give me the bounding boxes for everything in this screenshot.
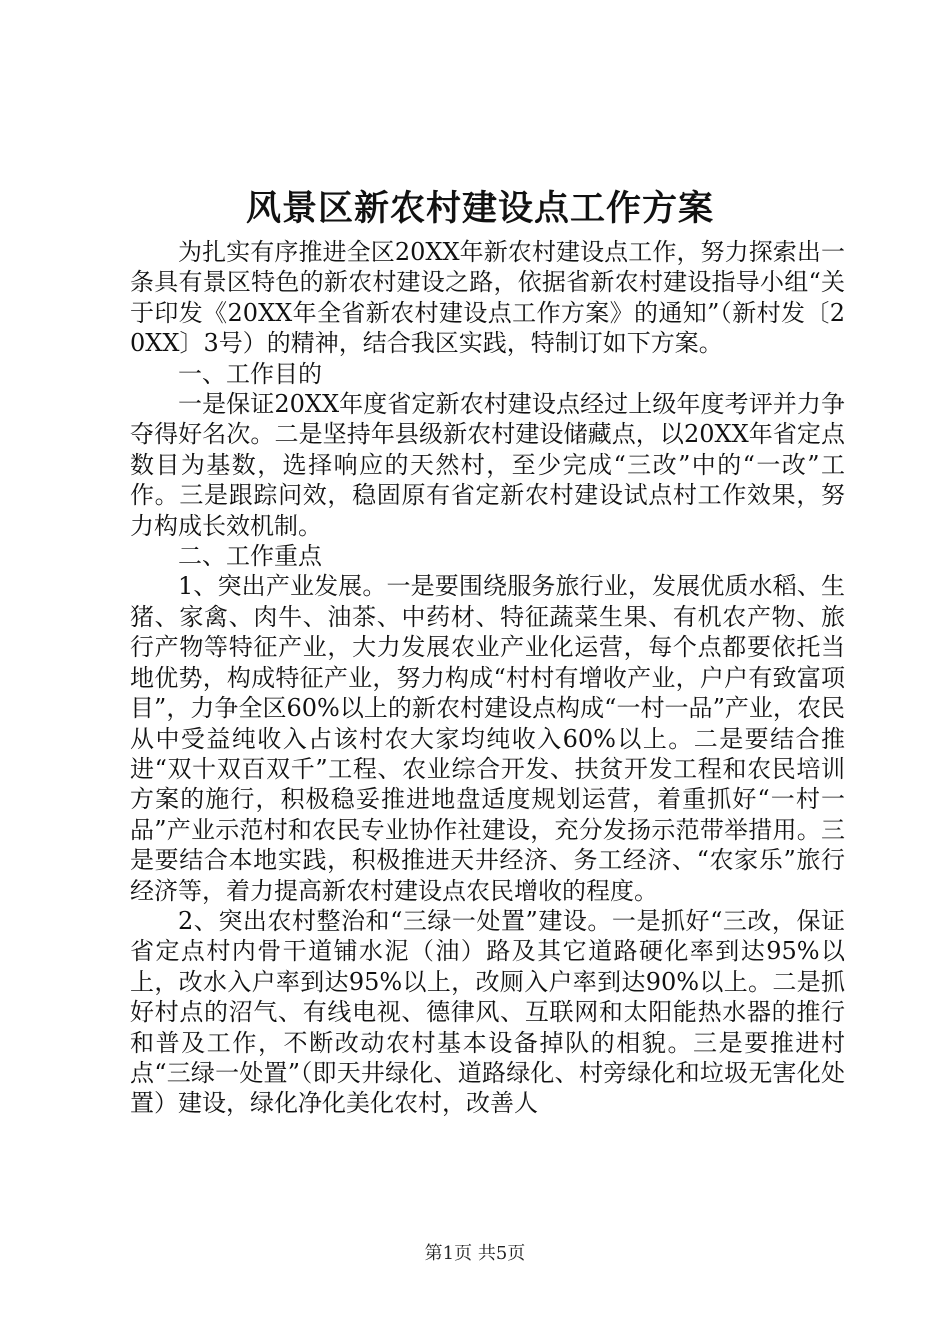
document-title: 风景区新农村建设点工作方案 [245,188,714,229]
industry-development-paragraph: 1、突出产业发展。一是要围绕服务旅行业，发展优质水稻、生猪、家禽、肉牛、油茶、中药材、特征蔬菜生果、有机农产物、旅行产物等特征产业，大力发展农业产业化运营，每个点都要依托当地优势，构成特征产业，努力构成“村村有增收产业，户户有致富项目”，力争全区60%以上的新农村建设点构成“一村一品”产业，农民从中受益纯收入占该村农大家均纯收入60%以上。二是要结合推进“双十双百双千”工程、农业综合开发、扶贫开发工程和农民培训方案的施行，积极稳妥推进地盘适度规划运营，着重抓好“一村一品”产业示范村和农民专业协作社建设，充分发扬示范带举措用。三是要结合本地实践，积极推进天井经济、务工经济、“农家乐”旅行经济等，着力提高新农村建设点农民增收的程度。 [130,572,845,905]
intro-paragraph: 为扎实有序推进全区20XX年新农村建设点工作，努力探索出一条具有景区特色的新农村建设之路，依据省新农村建设指导小组“关于印发《20XX年全省新农村建设点工作方案》的通知”（新村发〔20XX〕3号）的精神，结合我区实践，特制订如下方案。 [130,238,845,358]
section-heading-goals: 一、工作目的 [178,359,322,388]
rural-improvement-paragraph: 2、突出农村整治和“三绿一处置”建设。一是抓好“三改，保证省定点村内骨干道铺水泥（油）路及其它道路硬化率到达95%以上，改水入户率到达95%以上，改厕入户率到达90%以上。二是抓好村点的沼气、有线电视、德律风、互联网和太阳能热水器的推行和普及工作，不断改动农村基本设备掉队的相貌。三是要推进村点“三绿一处置”（即天井绿化、道路绿化、村旁绿化和垃圾无害化处置）建设，绿化净化美化农村，改善人 [130,906,845,1118]
goals-paragraph: 一是保证20XX年度省定新农村建设点经过上级年度考评并力争夺得好名次。二是坚持年县级新农村建设储藏点，以20XX年省定点数目为基数，选择响应的天然村，至少完成“三改”中的“一改”工作。三是跟踪问效，稳固原有省定新农村建设试点村工作效果，努力构成长效机制。 [130,390,845,540]
section-heading-focus: 二、工作重点 [178,542,322,571]
document-body [130,237,845,1119]
page-footer: 第1页 共5页 [424,1243,526,1264]
